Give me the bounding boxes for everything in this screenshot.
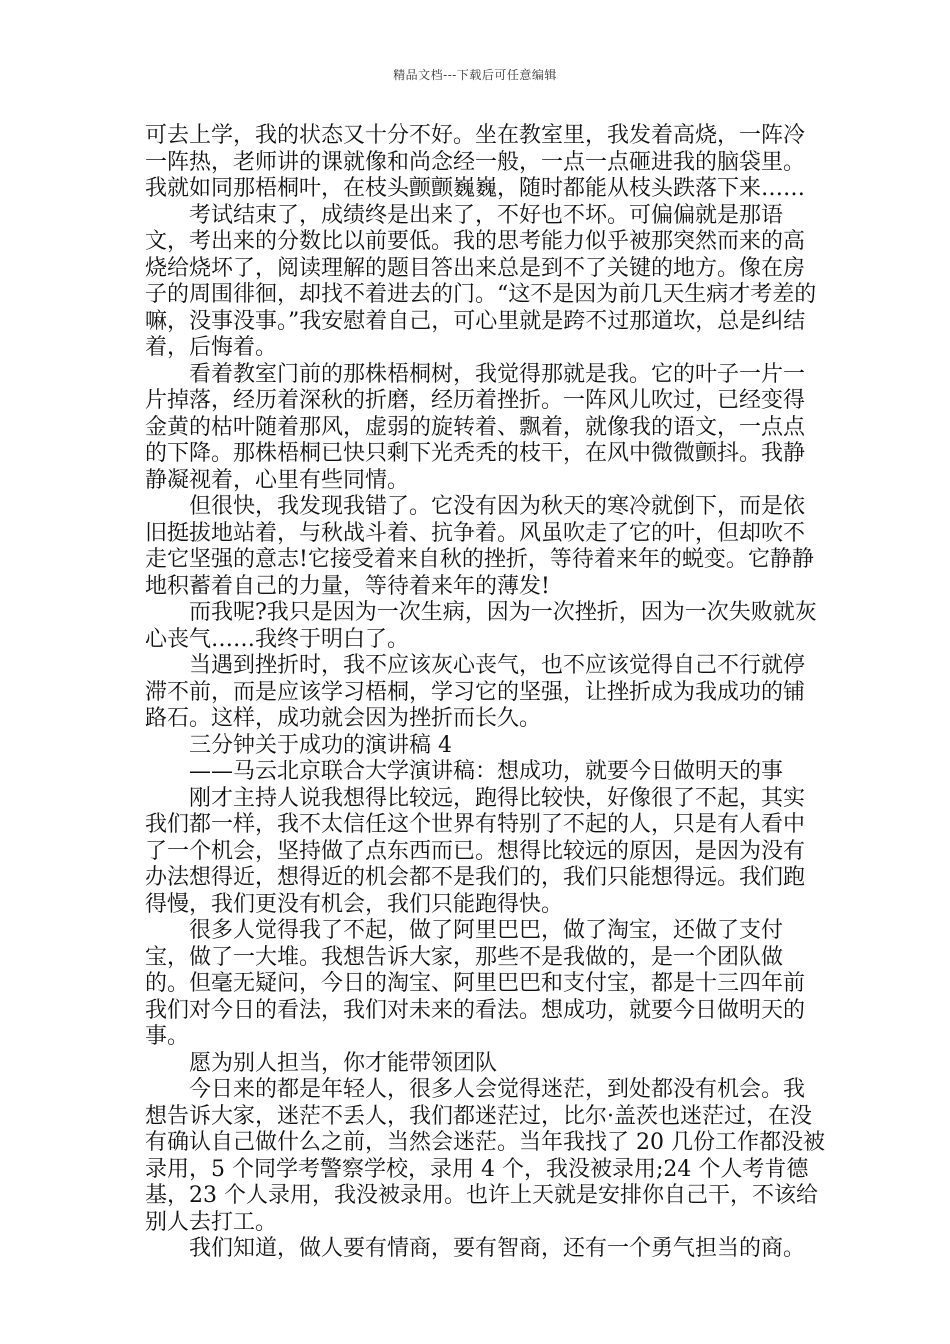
- page-header: 精品文档---下载后可任意编辑: [393, 68, 557, 82]
- section-title: 三分钟关于成功的演讲稿 4: [189, 732, 452, 758]
- paragraph: 当遇到挫折时，我不应该灰心丧气，也不应该觉得自己不行就停滞不前，而是应该学习梧桐，学习它的坚强，让挫折成为我成功的铺路石。这样，成功就会因为挫折而长久。: [145, 653, 806, 731]
- section-subtitle: ——马云北京联合大学演讲稿：想成功，就要今日做明天的事: [189, 759, 784, 784]
- paragraph: 而我呢?我只是因为一次生病，因为一次挫折，因为一次失败就灰心丧气……我终于明白了。: [145, 600, 817, 652]
- paragraph: 我们知道，做人要有情商，要有智商，还有一个勇气担当的商。: [189, 1236, 806, 1261]
- paragraph: 但很快，我发现我错了。它没有因为秋天的寒冷就倒下，而是依旧挺拔地站着，与秋战斗着、抗争着。风虽吹走了它的叶，但却吹不走它坚强的意志!它接受着来自秋的挫折，等待着来年的蜕变。它静静地积蓄着自己的力量，等待着来年的薄发!: [145, 494, 814, 599]
- subheading: 愿为别人担当，你才能带领团队: [189, 1050, 498, 1076]
- document-body: [145, 123, 825, 1263]
- paragraph: 看着教室门前的那株梧桐树，我觉得那就是我。它的叶子一片一片掉落，经历着深秋的折磨，经历着挫折。一阵风儿吹过，已经变得金黄的枯叶随着那风，虚弱的旋转着、飘着，就像我的语文，一点点的下降。那株梧桐已快只剩下光秃秃的枝干，在风中微微颤抖。我静静凝视着，心里有些同情。: [145, 361, 806, 493]
- paragraph: 考试结束了，成绩终是出来了，不好也不坏。可偏偏就是那语文，考出来的分数比以前要低。我的思考能力似乎被那突然而来的高烧给烧坏了，阅读理解的题目答出来总是到不了关键的地方。像在房子的周围徘徊，却找不着进去的门。“这不是因为前几天生病才考差的嘛，没事没事。”我安慰着自己，可心里就是跨不过那道坎，总是纠结着，后悔着。: [145, 202, 817, 360]
- paragraph: 今日来的都是年轻人，很多人会觉得迷茫，到处都没有机会。我想告诉大家，迷茫不丢人，我们都迷茫过，比尔·盖茨也迷茫过，在没有确认自己做什么之前，当然会迷茫。当年我找了 20 几份工作都没被录用，5 个同学考警察学校，录用 4 个，我没被录用;24 个人考肯德基，23 个人录用，我没被录用。也许上天就是安排你自己干，不该给别人去打工。: [145, 1077, 825, 1235]
- paragraph: 很多人觉得我了不起，做了阿里巴巴，做了淘宝，还做了支付宝，做了一大堆。我想告诉大家，那些不是我做的，是一个团队做的。但毫无疑问，今日的淘宝、阿里巴巴和支付宝，都是十三四年前我们对今日的看法，我们对未来的看法。想成功，就要今日做明天的事。: [145, 918, 806, 1049]
- paragraph: 刚才主持人说我想得比较远，跑得比较快，好像很了不起，其实我们都一样，我不太信任这个世界有特别了不起的人，只是有人看中了一个机会，坚持做了点东西而已。想得比较远的原因，是因为没有办法想得近，想得近的机会都不是我们的，我们只能想得远。我们跑得慢，我们更没有机会，我们只能跑得快。: [145, 785, 806, 917]
- paragraph: 可去上学，我的状态又十分不好。坐在教室里，我发着高烧，一阵冷一阵热，老师讲的课就像和尚念经一般，一点一点砸进我的脑袋里。我就如同那梧桐叶，在枝头颤颤巍巍，随时都能从枝头跌落下来……: [145, 123, 806, 201]
